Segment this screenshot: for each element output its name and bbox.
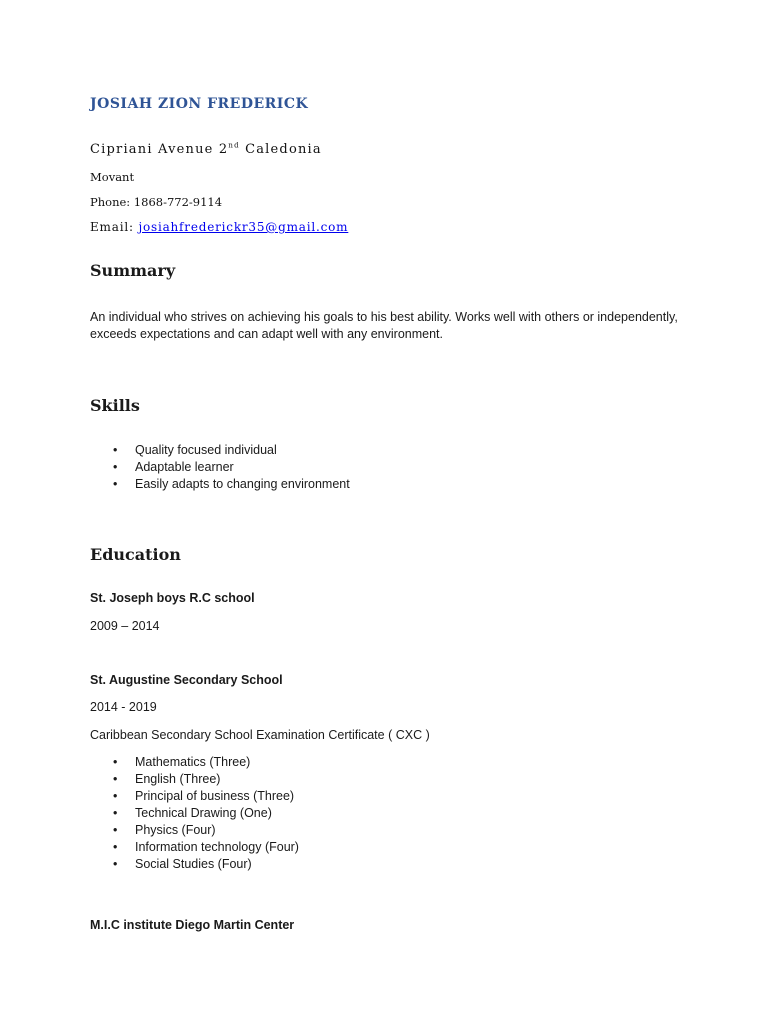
- skills-heading: Skills: [90, 396, 140, 415]
- list-item: [90, 856, 299, 873]
- school-name: M.I.C institute Diego Martin Center: [90, 918, 295, 932]
- skill-label: Quality focused individual: [135, 443, 277, 457]
- school-dates: 2014 - 2019: [90, 700, 157, 714]
- email-label: Email:: [90, 220, 139, 234]
- certificate-title: Caribbean Secondary School Examination Certificate ( CXC ): [90, 728, 430, 742]
- bullet-glyph: •: [113, 823, 118, 837]
- address-suffix: Caledonia: [239, 142, 322, 157]
- school-name: St. Joseph boys R.C school: [90, 591, 255, 605]
- list-item: [90, 459, 350, 476]
- list-item: [90, 788, 299, 805]
- subject-label: Information technology (Four): [135, 840, 299, 854]
- bullet-glyph: •: [113, 772, 118, 786]
- bullet-glyph: •: [113, 755, 118, 769]
- school-dates: 2009 – 2014: [90, 619, 160, 633]
- subject-label: Technical Drawing (One): [135, 806, 272, 820]
- subject-label: Physics (Four): [135, 823, 216, 837]
- summary-heading: Summary: [90, 261, 176, 280]
- list-item: [90, 754, 299, 771]
- bullet-glyph: •: [113, 460, 118, 474]
- bullet-glyph: •: [113, 857, 118, 871]
- bullet-glyph: •: [113, 477, 118, 491]
- skill-label: Easily adapts to changing environment: [135, 477, 350, 491]
- subject-label: Principal of business (Three): [135, 789, 295, 803]
- skill-label: Adaptable learner: [135, 460, 234, 474]
- list-item: [90, 822, 299, 839]
- skills-list: [90, 442, 350, 493]
- list-item: [90, 442, 350, 459]
- subject-label: English (Three): [135, 772, 221, 786]
- city-line: Movant: [90, 170, 135, 184]
- education-heading: Education: [90, 545, 181, 564]
- subjects-list: [90, 754, 299, 873]
- bullet-glyph: •: [113, 789, 118, 803]
- bullet-glyph: •: [113, 443, 118, 457]
- address-prefix: Cipriani Avenue 2: [90, 142, 229, 157]
- address-line: [90, 142, 322, 157]
- address-ordinal-suffix: nd: [228, 141, 240, 150]
- list-item: [90, 476, 350, 493]
- bullet-glyph: •: [113, 806, 118, 820]
- list-item: [90, 771, 299, 788]
- school-name: St. Augustine Secondary School: [90, 673, 283, 687]
- email-link[interactable]: josiahfrederickr35@gmail.com: [138, 220, 349, 234]
- candidate-name: JOSIAH ZION FREDERICK: [90, 96, 309, 112]
- subject-label: Mathematics (Three): [135, 755, 251, 769]
- list-item: [90, 805, 299, 822]
- phone-line: Phone: 1868-772-9114: [90, 195, 223, 209]
- subject-label: Social Studies (Four): [135, 857, 252, 871]
- list-item: [90, 839, 299, 856]
- summary-text: An individual who strives on achieving his goals to his best ability. Works well with others or independently, exceeds expectations and can adapt well with any environment.: [90, 310, 678, 341]
- bullet-glyph: •: [113, 840, 118, 854]
- email-line: [90, 220, 348, 234]
